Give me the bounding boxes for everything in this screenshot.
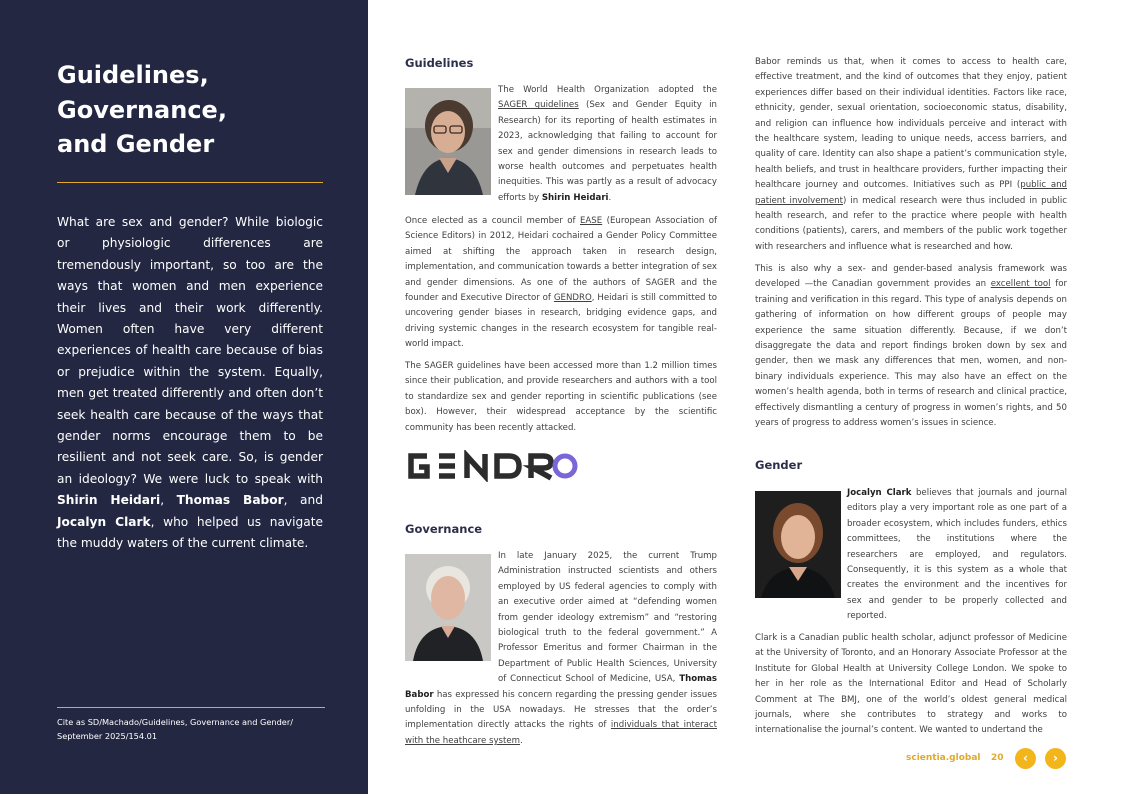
footer-brand-link[interactable]: scientia.global xyxy=(906,753,981,763)
citation xyxy=(57,715,317,743)
previous-page-button[interactable] xyxy=(1015,748,1036,769)
guidelines-heading: Guidelines xyxy=(405,56,474,70)
intro-text-part: , who helped us navigate the muddy waters of the current climate. xyxy=(57,514,324,551)
excellent-tool-link[interactable]: excellent tool xyxy=(990,279,1051,290)
text-run: This is also why a sex- and gender-based analysis framework was developed —the Canadian government provides an xyxy=(755,264,1067,290)
text-run: The World Health Organization adopted the xyxy=(498,85,717,95)
gendro-link[interactable]: GENDRO xyxy=(553,293,592,304)
text-run: ) in medical research were thus included in public health research, and refer to the practice where people with health conditions (patients), carers, and members of the public work together with researchers and influence what is researched and how. xyxy=(755,195,1067,252)
name-heidari: Shirin Heidari xyxy=(541,192,609,203)
text-run: Babor reminds us that, when it comes to access to health care, effective treatment, and the kind of outcomes that they enjoy, patient experiences differ based on their individual identities. Factors like race, ethnicity, gender, sexual orientation, socioeconomic status, disability, and religion can influence how individuals perceive and interact with the healthcare system, leading to unique needs, access barriers, and quality of care. Identity can also shape a patient’s communication style, health beliefs, and trust in healthcare providers, further impacting their healthcare journey and outcomes. Initiatives such as PPI ( xyxy=(755,57,1067,191)
portrait-jocalyn-clark xyxy=(755,491,841,598)
title-divider xyxy=(57,182,323,183)
cite-divider xyxy=(57,707,325,708)
text-run: (Sex and Gender Equity in Research) for its reporting of health estimates in 2023, acknowledging that failing to account for sex and gender dimensions in research leads to worse health outcomes and perpetuates health inequities. This was partly as a result of advocacy efforts by xyxy=(498,100,717,203)
intro-name-babor: Thomas Babor xyxy=(176,493,284,508)
photo-spacer xyxy=(405,549,498,673)
text-run: In late January 2025, the current Trump Administration instructed scientists and others employed by US federal agencies to comply with an executive order aimed at “defending women from gender ideology extremism” and “restoring biological truth to the federal government.” A Professor Emeritus and former Chairman in the Department of Public Health Sciences, University of Connecticut School of Medicine, USA, xyxy=(498,551,717,685)
name-clark: Jocalyn Clark xyxy=(847,488,912,498)
page-title xyxy=(57,58,337,162)
guidelines-paragraph-1 xyxy=(498,83,717,206)
intro-name-clark: Jocalyn Clark xyxy=(57,514,151,529)
chevron-right-icon: › xyxy=(1053,751,1058,765)
gendro-logo-mark xyxy=(405,450,580,482)
guidelines-paragraph-3: The SAGER guidelines have been accessed more than 1.2 million times since their publication, and provide researchers and authors with a tool to standardize sex and gender reporting in scientific publications (see box). However, their widespread acceptance by the scientific community has been recently attacked. xyxy=(405,361,717,433)
citation-line: Cite as SD/Machado/Guidelines, Governance and Gender/ xyxy=(57,717,293,727)
logo-text: GENDRO xyxy=(405,450,410,451)
text-run: , Heidari is still committed to uncovering gender biases in research, bridging evidence gaps, and driving systemic changes in the research ecosystem for tangible real-world impact. xyxy=(405,293,717,350)
next-page-button[interactable] xyxy=(1045,748,1066,769)
text-run: . xyxy=(608,192,612,203)
citation-line: September 2025/154.01 xyxy=(57,731,158,741)
intro-text-part: , and xyxy=(283,493,323,508)
ppi-link[interactable]: public and patient involvement xyxy=(755,180,1067,206)
title-line: Guidelines, xyxy=(57,61,209,89)
gender-paragraph-1 xyxy=(847,486,1067,625)
text-run: Once elected as a council member of xyxy=(405,216,580,226)
sager-guidelines-link[interactable]: SAGER guidelines xyxy=(498,100,579,111)
title-line: Governance, xyxy=(57,95,227,124)
chevron-left-icon: ‹ xyxy=(1023,751,1028,765)
intro-text-part: What are sex and gender? While biologic or physiologic differences are tremendously important, so too are the ways that women and men experience their lives and their work differently. Women often have very different experiences of health care because of bias or prejudice within the system. Equally, men get treated differently and often don’t seek health care because of the ways that gender norms encourage them to be resilient and not seek care. So, is gender an ideology? We were luck to speak with xyxy=(57,215,323,486)
portrait-shirin-heidari xyxy=(405,88,491,195)
gendro-logo xyxy=(405,450,580,482)
portrait-image xyxy=(755,491,841,598)
text-run: (European Association of Science Editors) in 2012, Heidari cochaired a Gender Policy Committee aimed at shifting the approach taken in research design, implementation, and communication towards a better integration of sex and gender dimensions. As one of the authors of SAGER and the founder and Executive Director of xyxy=(405,216,717,304)
governance-heading: Governance xyxy=(405,522,483,536)
name-babor: Thomas Babor xyxy=(405,674,717,700)
right-paragraph-2 xyxy=(755,262,1067,431)
text-run: believes that journals and journal editors play a very important role as one part of a broader ecosystem, which includes funders, ethics committees, the institutions where the researchers are employed, and regulators. Consequently, it is this system as a whole that creates the environment and the incentives for sex and gender to be properly collected and reported. xyxy=(847,488,1067,622)
page-number: 20 xyxy=(991,753,1004,763)
governance-paragraph-1 xyxy=(405,549,717,749)
text-run: for training and verification in this regard. This type of analysis depends on gathering of information on how different groups of people may experience the same situation differently. Because, if we don’t disaggregate the data and report findings broken down by sex and gender, then we mask any differences that men, women, and non-binary individuals experience. This may also have an effect on the women’s health agenda, both in terms of research and clinical practice, effectively dismantling a century of progress in women’s rights, and 50 years of progress to address women’s issues in science. xyxy=(755,279,1068,429)
intro-text xyxy=(57,212,323,555)
gender-heading: Gender xyxy=(755,458,803,472)
title-line: and Gender xyxy=(57,130,215,158)
gender-paragraph-2: Clark is a Canadian public health scholar, adjunct professor of Medicine at the University of Toronto, and an Honorary Associate Professor at the Institute for Global Health at University College London. We spoke to her in her role as the International Editor and Head of Scholarly Comment at The BMJ, one of the world’s oldest general medical journals, where she contributes to strategy and works to internationalise the journal’s content. We wanted to undertand the xyxy=(755,633,1067,736)
individuals-healthcare-link[interactable]: individuals that interact with the heathcare system xyxy=(405,720,718,746)
ease-link[interactable]: EASE xyxy=(580,216,603,226)
intro-text-part: , xyxy=(160,493,177,508)
text-run: . xyxy=(520,735,523,746)
portrait-image xyxy=(405,88,491,195)
intro-name-heidari: Shirin Heidari xyxy=(57,493,161,508)
text-run: has expressed his concern regarding the pressing gender issues unfolding in the USA nowadays. He stresses that the order’s implementation directly attacks the rights of xyxy=(405,689,717,731)
sidebar-panel xyxy=(0,0,368,794)
right-paragraph-1 xyxy=(755,55,1067,255)
guidelines-paragraph-2 xyxy=(405,214,717,353)
